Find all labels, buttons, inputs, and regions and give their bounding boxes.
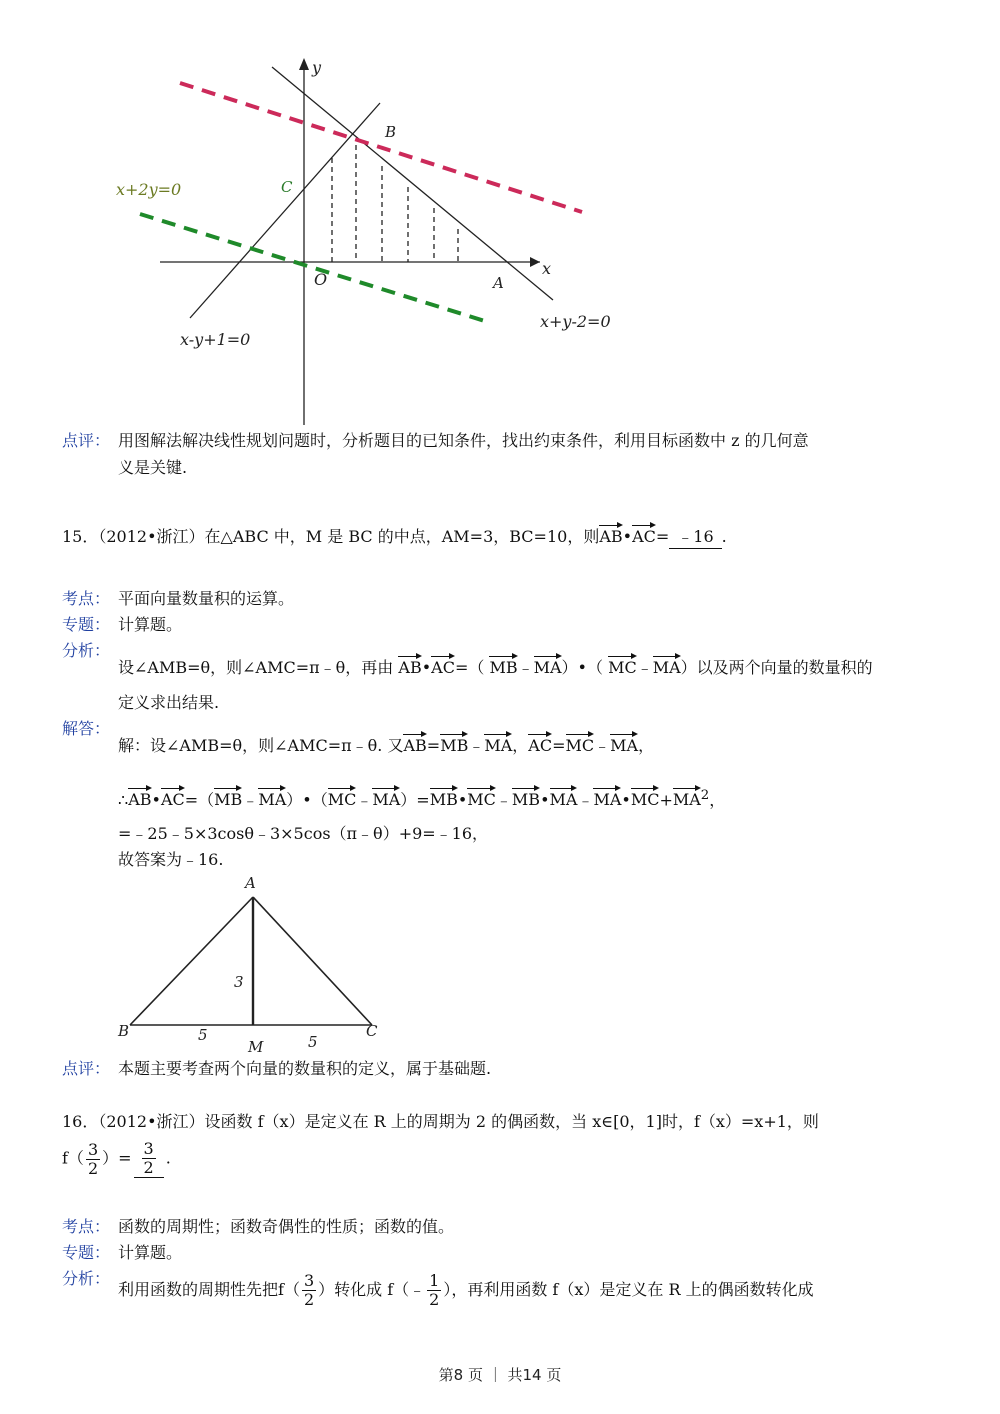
line-x-minus-y-plus-1 xyxy=(190,103,380,318)
fenxi2-num2: 1 xyxy=(429,1271,440,1290)
feasible-region-hatching xyxy=(332,145,458,262)
jieda1-l2-vec-mc2: MC xyxy=(467,787,496,811)
fenxi1-minus2: ﹣ xyxy=(636,658,653,677)
jieda1-l2-vec-ma: MA xyxy=(258,787,286,811)
side-ab xyxy=(130,897,253,1025)
jieda1-l2-vec-ma3: MA xyxy=(550,787,578,811)
kaodian2-text: 函数的周期性；函数奇偶性的性质；函数的值。 xyxy=(118,1217,455,1236)
jieda1-vec-ma2: MA xyxy=(610,733,638,757)
jieda1-l2-vec-mc3: MC xyxy=(631,787,660,811)
jieda1-label: 解答： xyxy=(62,719,111,738)
fenxi1-line1 xyxy=(118,655,873,679)
q15-eq: = xyxy=(655,527,670,546)
x-axis-arrow xyxy=(530,257,540,267)
vertex-b-label: B xyxy=(118,1022,130,1040)
kaodian1-text: 平面向量数量积的运算。 xyxy=(118,589,295,608)
jieda1-l2-vec-mb: MB xyxy=(214,787,242,811)
remark2-label: 点评： xyxy=(62,1059,111,1078)
kaodian2-label: 考点： xyxy=(62,1217,111,1236)
q15-dot: • xyxy=(622,527,633,546)
q15-question xyxy=(62,524,727,549)
fenxi1-label: 分析： xyxy=(62,641,111,660)
jieda1-vec-ac: AC xyxy=(528,733,552,757)
point-b-label: B xyxy=(385,123,397,141)
mc-length-label: 5 xyxy=(308,1033,318,1051)
fenxi1-vec-mc: MC xyxy=(608,655,637,679)
zhuanti1-label: 专题： xyxy=(62,615,111,634)
jieda1-line2: $\therefore AB•AC=(MB﹣MA)•(MC﹣MA)=MB•MC﹣MB•MA﹣MA•MC+MA^2$， xyxy=(118,788,726,810)
q16-answer xyxy=(134,1140,164,1178)
jieda1-l2-vec-mb3: MB xyxy=(512,787,540,811)
q16-source: （2012•浙江） xyxy=(98,1112,205,1131)
page-footer: 第8 页 ｜ 共14 页 xyxy=(438,1366,562,1384)
y-axis-label: y xyxy=(312,58,322,77)
fenxi1-post: ）以及两个向量的数量积的 xyxy=(680,658,873,677)
line3-label: x+y-2=0 xyxy=(540,312,611,331)
q15-end: . xyxy=(721,527,727,546)
origin-label: O xyxy=(314,270,328,289)
q16-expression xyxy=(62,1140,171,1178)
q15-number: 15． xyxy=(62,527,99,546)
fenxi2-post: ），再利用函数 f（x）是定义在 R 上的偶函数转化成 xyxy=(443,1280,814,1299)
remark1-label: 点评： xyxy=(62,431,111,450)
jieda1-l2-vec-ma5: MA xyxy=(673,787,701,811)
fenxi1-vec-ac: AC xyxy=(431,655,455,679)
q16-close: ）= xyxy=(102,1148,132,1168)
jieda1-l2-vec-mc: MC xyxy=(328,787,357,811)
remark1-line2: 义是关键. xyxy=(118,458,188,477)
jieda1-line4: 故答案为﹣16. xyxy=(118,850,224,869)
jieda1-l2-vec-ma4: MA xyxy=(593,787,621,811)
jieda1-vec-ab: AB xyxy=(403,733,426,757)
zhuanti1-text: 计算题。 xyxy=(118,615,183,634)
fenxi1-vec-ma2: MA xyxy=(653,655,681,679)
jieda1-vec-mc: MC xyxy=(566,733,595,757)
q16-question xyxy=(62,1111,819,1133)
vertex-c-label: C xyxy=(366,1022,378,1040)
jieda1-line3: =﹣25﹣5×3cosθ﹣3×5cos（π﹣θ）+9=﹣16， xyxy=(118,824,489,843)
fenxi1-close-dot: ）•（ xyxy=(561,658,603,677)
y-axis-arrow xyxy=(299,58,309,70)
fenxi2-fraction1 xyxy=(302,1272,316,1309)
jieda1-l2-vec-ab: AB xyxy=(128,787,151,811)
point-m-label: M xyxy=(248,1038,264,1056)
q15-source: （2012•浙江） xyxy=(98,527,205,546)
triangle-diagram xyxy=(100,870,400,1060)
side-ac xyxy=(253,897,372,1025)
fenxi1-dot: • xyxy=(421,658,432,677)
bm-length-label: 5 xyxy=(198,1026,208,1044)
kaodian1-label: 考点： xyxy=(62,589,111,608)
fenxi1-vec-ma: MA xyxy=(534,655,562,679)
q16-f: f（ xyxy=(62,1148,84,1168)
zhuanti2-text: 计算题。 xyxy=(118,1243,183,1262)
point-c-label: C xyxy=(281,178,293,196)
red-objective-line xyxy=(180,83,582,212)
fenxi2-f: f（ xyxy=(278,1280,300,1299)
linear-programming-graph xyxy=(0,0,1000,430)
q15-vec-ac: AC xyxy=(632,524,656,548)
q16-num: 3 xyxy=(87,1139,99,1159)
fenxi1-vec-mb: MB xyxy=(489,655,517,679)
jieda1-l2-vec-mb2: MB xyxy=(430,787,458,811)
vertex-a-label: A xyxy=(245,874,256,892)
jieda1-vec-ma: MA xyxy=(484,733,512,757)
fenxi1-pre: 设∠AMB=θ，则∠AMC=π﹣θ，再由 xyxy=(118,658,394,677)
green-objective-line xyxy=(140,214,488,322)
fenxi1-minus: ﹣ xyxy=(517,658,534,677)
q15-vec-ab: AB xyxy=(599,524,622,548)
fenxi1-vec-ab: AB xyxy=(398,655,421,679)
q16-fraction xyxy=(86,1141,100,1178)
q16-end: . xyxy=(165,1148,171,1168)
q16-den: 2 xyxy=(87,1158,99,1178)
q16-ans-den: 2 xyxy=(143,1158,154,1177)
line2-label: x-y+1=0 xyxy=(180,330,251,349)
q16-ans-num: 3 xyxy=(143,1139,154,1158)
fenxi2-fraction2 xyxy=(427,1272,441,1309)
fenxi2-mid: ）转化成 f（﹣ xyxy=(318,1280,426,1299)
q16-number: 16． xyxy=(62,1112,99,1131)
fenxi2-den2: 2 xyxy=(429,1290,440,1309)
zhuanti2-label: 专题： xyxy=(62,1243,111,1262)
fenxi1-line2: 定义求出结果. xyxy=(118,693,220,712)
jieda1-line1: 解：设∠AMB=θ，则∠AMC=π﹣θ. 又AB=MB﹣MA，AC=MC﹣MA， xyxy=(118,733,654,757)
x-axis-label: x xyxy=(542,259,552,278)
q15-answer: ﹣16 xyxy=(669,526,721,549)
jieda1-l1-pre: 解：设∠AMB=θ，则∠AMC=π﹣θ. 又 xyxy=(118,736,404,755)
fenxi2-den: 2 xyxy=(303,1290,315,1309)
height-label: 3 xyxy=(234,973,244,991)
fenxi2-line1 xyxy=(118,1272,814,1309)
jieda1-l2-vec-ma2: MA xyxy=(372,787,400,811)
jieda1-l2-vec-ac: AC xyxy=(161,787,185,811)
fenxi2-label: 分析： xyxy=(62,1269,111,1288)
line1-label: x+2y=0 xyxy=(116,180,182,199)
q15-text: 在△ABC 中，M 是 BC 的中点，AM=3，BC=10，则 xyxy=(204,527,600,546)
point-a-label: A xyxy=(493,274,504,292)
fenxi2-num: 3 xyxy=(303,1271,315,1290)
remark1-line1: 用图解法解决线性规划问题时，分析题目的已知条件，找出约束条件，利用目标函数中 z 的几何意 xyxy=(118,431,809,450)
jieda1-vec-mb: MB xyxy=(440,733,468,757)
fenxi2-pre: 利用函数的周期性先把 xyxy=(118,1280,279,1299)
line-x-plus-y-minus-2 xyxy=(272,67,553,300)
remark2-text: 本题主要考查两个向量的数量积的定义，属于基础题. xyxy=(118,1059,492,1078)
fenxi1-mid: =（ xyxy=(454,658,485,677)
q16-text: 设函数 f（x）是定义在 R 上的周期为 2 的偶函数，当 x∈[0，1]时，f（x）=x+1，则 xyxy=(204,1112,819,1131)
